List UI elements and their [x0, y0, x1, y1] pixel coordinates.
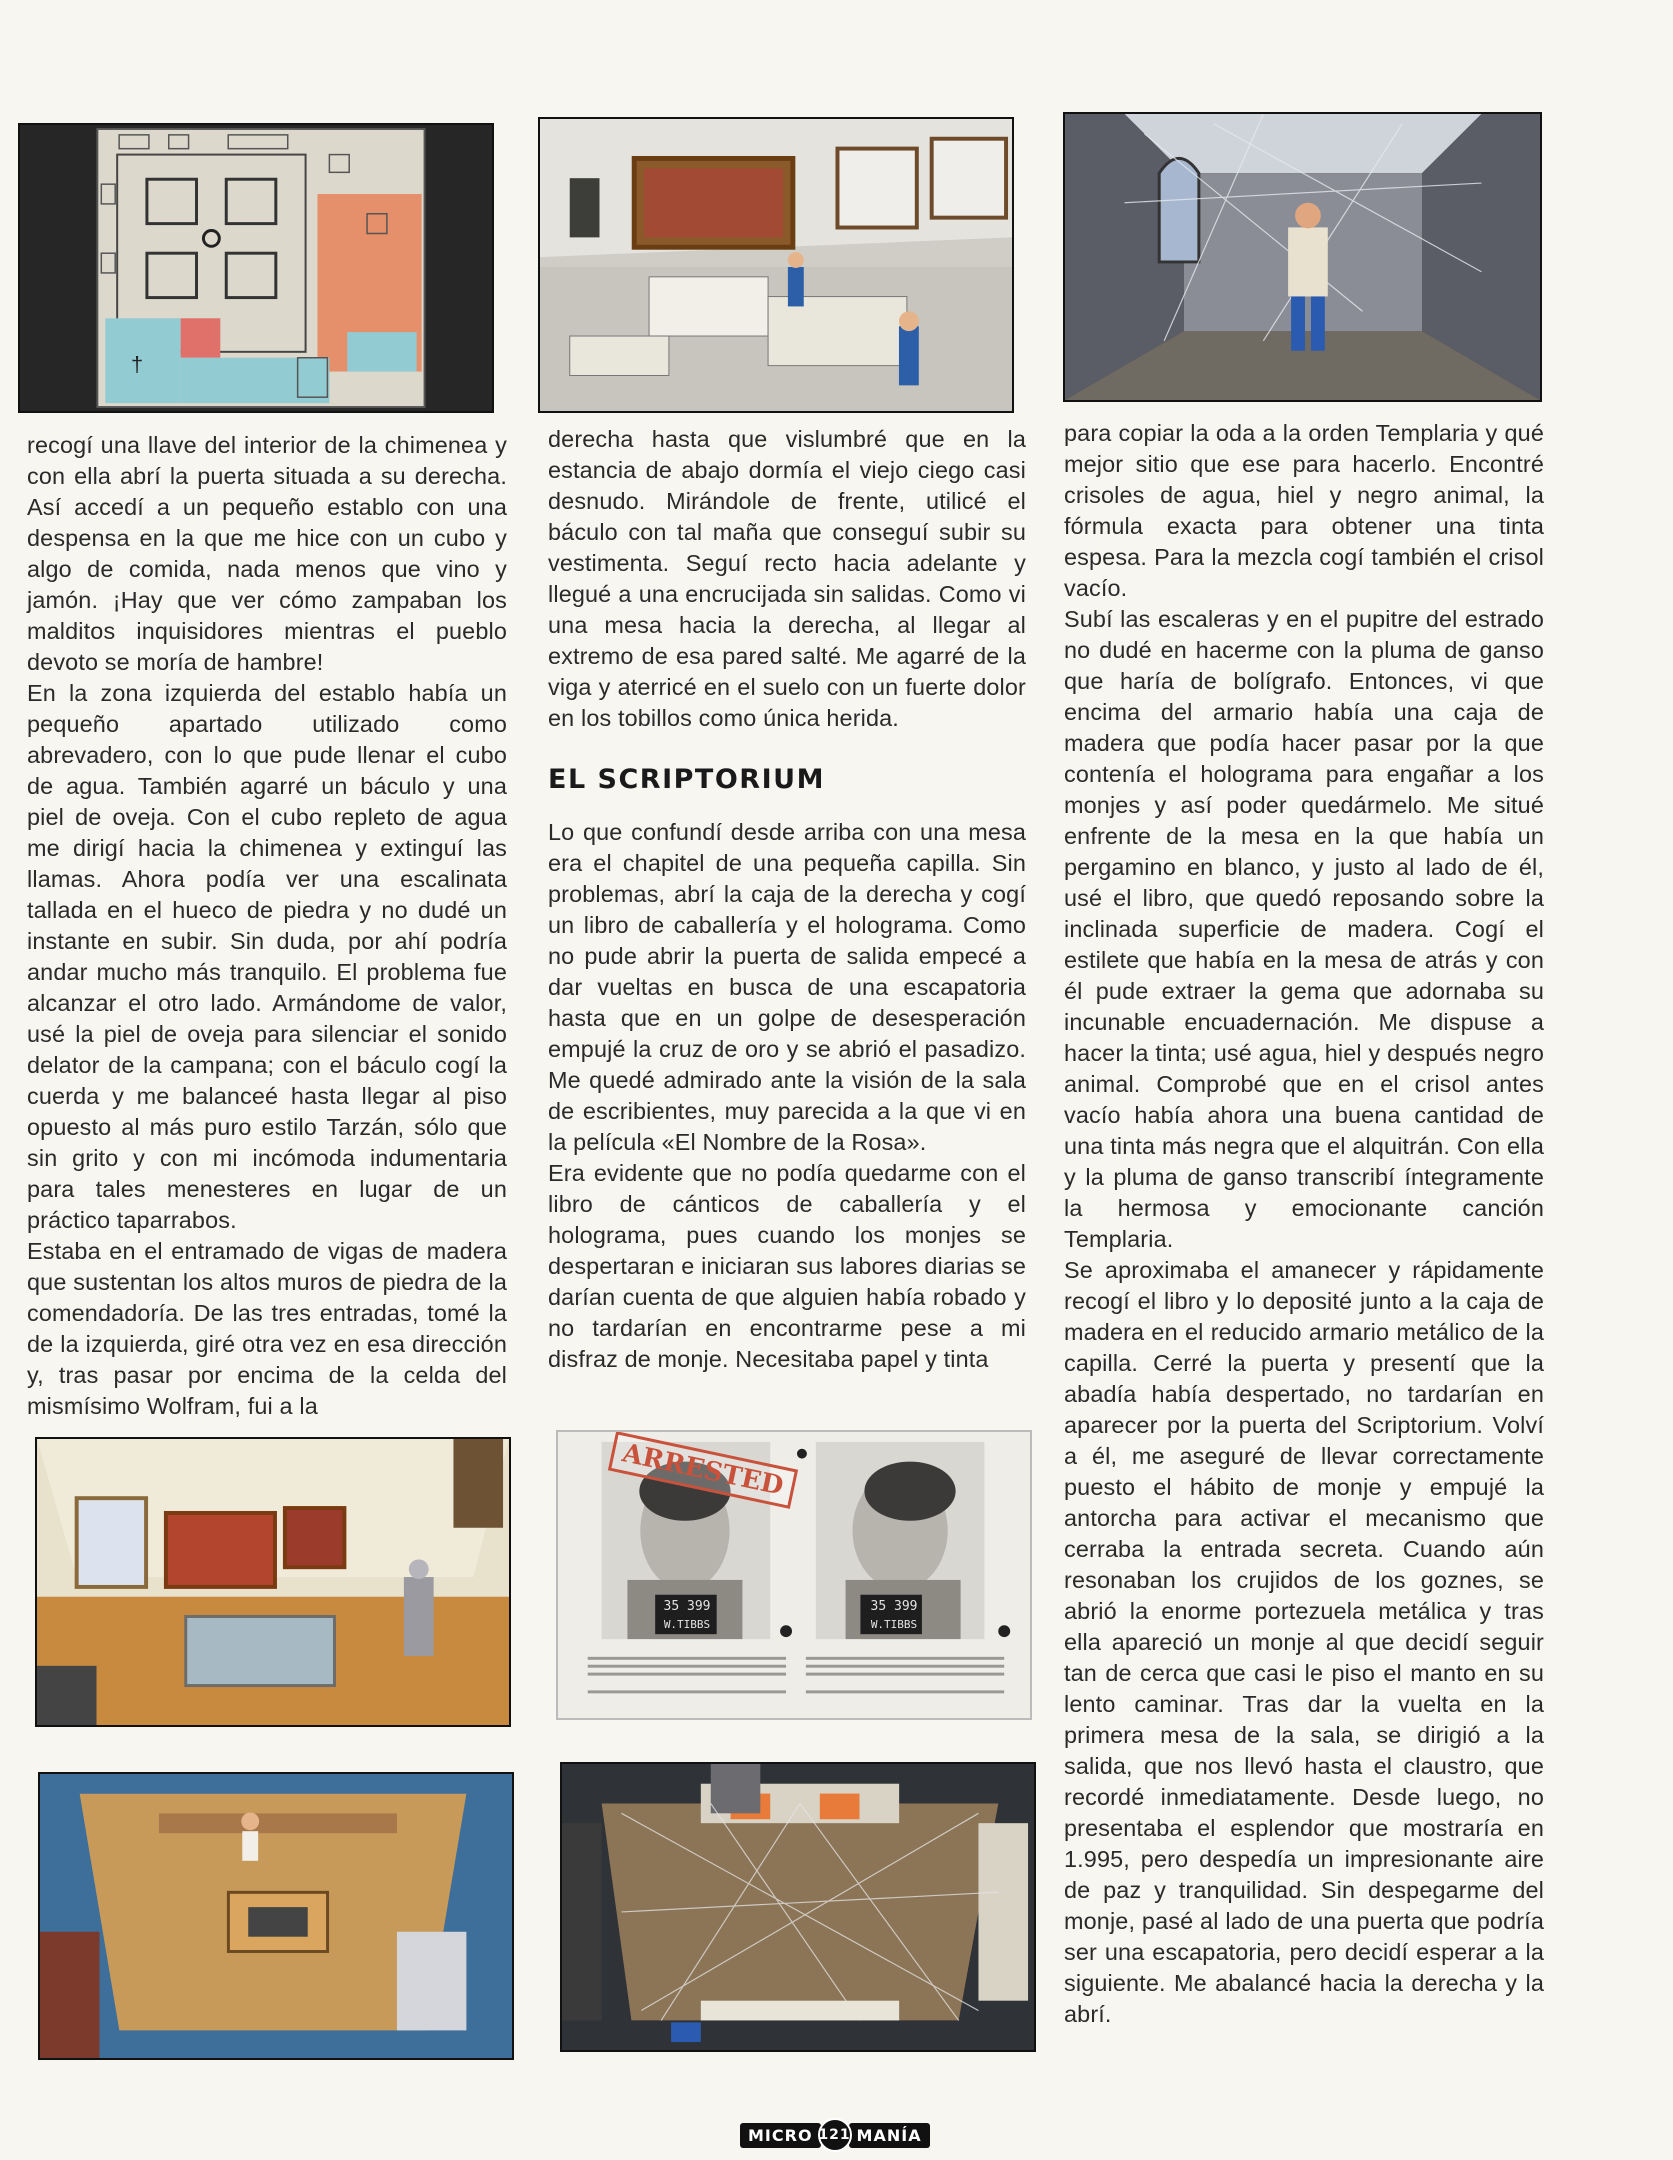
- plate-front-number: 35 399: [663, 1599, 711, 1614]
- museum-hall-screenshot: [538, 117, 1014, 413]
- plate-front-name: W.TIBBS: [663, 1618, 711, 1631]
- arrested-stamp: ARRESTED: [608, 1431, 798, 1509]
- column-2-paragraph-3: Era evidente que no podía quedarme con el libro de cánticos de caballería y el holograma, pues cuando los monjes se despertaran e iniciaran sus labores diarias se darían cuenta de que alguien había robado y no tardarían en encontrarme pese a mi disfraz de monje. Necesitaba papel y tinta: [548, 1160, 1026, 1372]
- page-number: 121: [818, 2118, 852, 2152]
- column-2-paragraph-2: Lo que confundí desde arriba con una mesa era el chapitel de una pequeña capilla. Sin problemas, abrí la caja de la derecha y cogí un libro de caballería y el holograma. Como no pude abrir la puerta de salida empecé a dar vueltas en busca de una escapatoria hasta que en un golpe de desesperación empujé la cruz de oro y se abrió el pasadizo. Me quedé admirado ante la visión de la sala de escribientes, muy parecida a la que vi en la película «El Nombre de la Rosa».: [548, 819, 1026, 1155]
- column-1-paragraph-1: recogí una llave del interior de la chimenea y con ella abrí la puerta situada a su derecha. Así accedí a un pequeño establo con una despensa en la que me hice con un cubo y algo de comida, nada menos que vino y jamón. ¡Hay que ver cómo zampaban los malditos inquisidores mientras el pueblo devoto se moría de hambre!: [27, 432, 507, 675]
- section-heading: EL SCRIPTORIUM: [548, 764, 825, 795]
- footer-magazine-right: MANÍA: [849, 2123, 930, 2148]
- column-1: [27, 430, 507, 1422]
- svg-text:†: †: [131, 351, 144, 377]
- page-footer: [740, 2118, 930, 2152]
- footer-magazine-left: MICRO: [740, 2123, 821, 2148]
- scriptorium-beams-screenshot: [1063, 112, 1542, 402]
- column-3: [1064, 418, 1544, 2030]
- column-3-paragraph-3: Se aproximaba el amanecer y rápidamente recogí el libro y lo deposité junto a la caja de madera en el reducido armario metálico de la capilla. Cerré la puerta y presentí que la abadía había despertado, no tardarían en aparecer por la puerta del Scriptorium. Volví a él, me aseguré de llevar correctamente puesto el hábito de monje y empujé la antorcha para activar el mecanismo que cerraba la entrada secreta. Cuando aún resonaban los crujidos de los goznes, se abrió la enorme portezuela metálica y tras ella apareció un monje al que decidí seguir tan de cerca que casi le piso el manto en su lento caminar. Tras dar la vuelta en la primera mesa de la sala, se dirigió a la salida, que nos llevó hasta el claustro, que recordé inmediatamente. Desde luego, no presentaba el esplendor que mostraría en 1.995, pero despedía un impresionante aire de paz y tranquilidad. Sin despegarme del monje, pasé al lado de una puerta que podría ser una escapatoria, pero decidí esperar a la siguiente. Me abalancé hacia la derecha y la abrí.: [1064, 1257, 1544, 2027]
- column-1-paragraph-3: Estaba en el entramado de vigas de madera que sustentan los altos muros de piedra de la comendadoría. De las tres entradas, tomé la de la izquierda, giré otra vez en esa dirección y, tras pasar por encima de la celda del mismísimo Wolfram, fui a la: [27, 1238, 507, 1419]
- column-3-paragraph-2: Subí las escaleras y en el pupitre del estrado no dudé en hacerme con la pluma de ganso que haría de bolígrafo. Entonces, vi que encima del armario había una caja de madera que podía hacer pasar por la que contenía el holograma para engañar a los monjes y así poder quedármelo. Me situé enfrente de la mesa en la que había un pergamino en blanco, y justo al lado de él, usé el libro, que quedó reposando sobre la inclinada superficie de madera. Cogí el estilete que había en la mesa de atrás y con él pude extraer la gema que adornaba su incunable encuadernación. Me dispuse a hacer la tinta; usé agua, hiel y después negro animal. Comprobé que en el crisol antes vacío había ahora una buena cantidad de una tinta más negra que el alquitrán. Con ella y la pluma de ganso transcribí íntegramente la hermosa y emocionante canción Templaria.: [1064, 606, 1544, 1252]
- column-2-paragraph-1: derecha hasta que vislumbré que en la estancia de abajo dormía el viejo ciego casi desnudo. Mirándole de frente, utilicé el báculo con tal maña que conseguí subir su vestimenta. Seguí recto hacia adelante y llegué a una encrucijada sin salidas. Como vi una mesa hacia la derecha, al llegar al extremo de esa pared salté. Me agarré de la viga y aterricé en el suelo con un fuerte dolor en los tobillos como única herida.: [548, 426, 1026, 731]
- topdown-room-screenshot: [38, 1772, 514, 2060]
- plate-side-number: 35 399: [870, 1599, 918, 1614]
- column-2: [548, 424, 1026, 1375]
- gallery-room-screenshot: [35, 1437, 511, 1727]
- column-1-paragraph-2: En la zona izquierda del establo había un pequeño apartado utilizado como abrevadero, con lo que pude llenar el cubo de agua. También agarré un báculo y una piel de oveja. Con el cubo repleto de agua me dirigí hacia la chimenea y extinguí las llamas. Ahora podía ver una escalinata tallada en el hueco de piedra y no dudé un instante en subir. Sin duda, por ahí podría andar mucho más tranquilo. El problema fue alcanzar el otro lado. Armándome de valor, usé la piel de oveja para silenciar el sonido delator de la campana; con el báculo cogí la cuerda y me balanceé hasta llegar al piso opuesto al más puro estilo Tarzán, sólo que sin grito y con mi incómoda indumentaria para tales menesteres en lugar de un práctico taparrabos.: [27, 680, 507, 1233]
- arrested-card-screenshot: [556, 1430, 1032, 1720]
- laser-room-screenshot: [560, 1762, 1036, 2052]
- column-3-paragraph-1: para copiar la oda a la orden Templaria y qué mejor sitio que ese para hacerlo. Encontré crisoles de agua, hiel y negro animal, la fórmula exacta para obtener una tinta espesa. Para la mezcla cogí también el crisol vacío.: [1064, 420, 1544, 601]
- plate-side-name: W.TIBBS: [870, 1618, 918, 1631]
- map-screenshot: [18, 123, 494, 413]
